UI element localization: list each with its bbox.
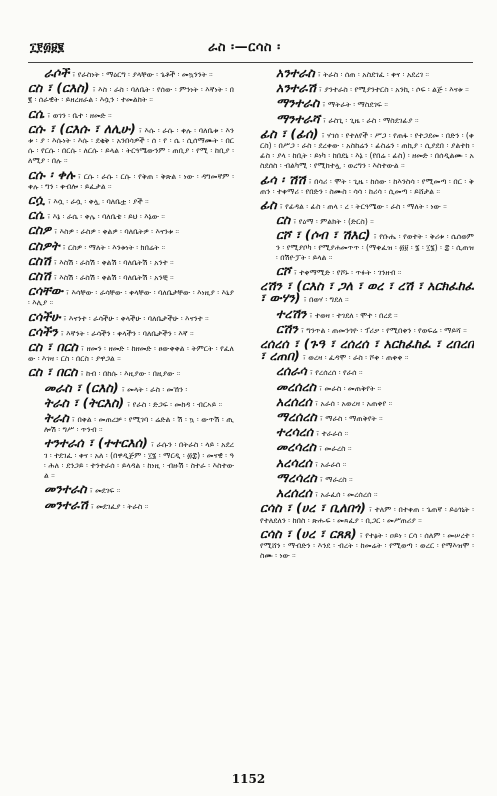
entry-headword: ርሴ [28, 105, 45, 121]
dictionary-entry [260, 125, 474, 172]
dictionary-entry [260, 227, 474, 263]
entry-headword: ርስሽ [28, 268, 51, 284]
entry-definition: ፣ የፊዳል ፡ ፊስ ፡ ጠላ ፡ ረ ፡ ትርጓሜው ፡ ራስ ፡ ማለት ፡ ነው ። [279, 202, 447, 212]
entry-definition: ፣ መራስ ፡ መጠቅየት ። [318, 383, 381, 393]
dictionary-entry [260, 409, 474, 425]
dictionary-entry [28, 222, 234, 238]
entry-definition: ፣ እስ ፡ ራስ ፡ ባለቤት ፡ የሰው ፡ ምንነት ፡ እኛነት ፡ በ፪ ፡ ሰራዊት ፡ ይዘረዘራል ፡ እሷን ፡ ተመልከት ። [28, 85, 234, 105]
entry-headword: ማንተራስ [276, 95, 320, 111]
entry-definition: ፣ መደገፍ ። [89, 486, 121, 496]
dictionary-entry [28, 323, 234, 339]
entry-definition: ፣ የቡሔ ፡ የወተት ፡ ቅሪቱ ፡ ሴሰወምን ፡ የሚያቦካ ፡ የሚያሐመጥጥ ፡ (ማቀፈዝ ፡ ፴፱ ፡ ፮ ፡ ፲፮) ፡ ፰ ፡ ሲጠዝ ፡ በሽዮፓት ፡ ይላል ። [276, 232, 474, 262]
dictionary-entry [260, 95, 474, 111]
dictionary-entry [28, 283, 234, 308]
dictionary-entry [28, 207, 234, 223]
dictionary-entry [260, 171, 474, 197]
dictionary-entry [260, 278, 474, 306]
entry-definition: ፣ በሳሪ ፡ ሞት ፡ ጊዜ ፡ ከሰው ፡ ከእንስሳ ፡ የሚመጣ ፡ በር ፡ ቅጠን ፡ ተቀማሪ ፡ የበድን ፡ ስሙስ ፡ ሳሳ ፡ ከሪሳ ፡ ሲመጣ ፡ ይሸታል ። [260, 176, 474, 196]
entry-headword: ርስዎ [28, 222, 52, 238]
dictionary-entry [260, 424, 474, 440]
entry-definition: ፣ ራስጊ ፡ ጊዜ ፡ ራስ ፡ ማስደገፊያ ። [322, 115, 419, 125]
entry-headword: ትራስ [44, 410, 69, 426]
entry-definition: ፣ ወገን ፡ ቤተ ፡ ዘመድ ። [47, 110, 112, 120]
dictionary-entry [260, 110, 474, 126]
entry-headword: አረሰረሰ [276, 485, 313, 501]
entry-definition: ፣ እሳቸው ፡ ራሳቸው ፡ ቀላቸው ፡ ባለቤታቸው ፡ እነዚያ ፡ እኒያ ፡ እሊያ ። [28, 288, 234, 308]
dictionary-entry [28, 68, 234, 80]
dictionary-entry [260, 439, 474, 455]
entry-headword: ርሳቸው [28, 283, 63, 299]
dictionary-entry [28, 120, 234, 167]
dictionary-entry [260, 454, 474, 470]
dictionary-entry [28, 394, 234, 410]
dictionary-entry [28, 410, 234, 435]
dictionary-entry [260, 320, 474, 336]
dictionary-entry [28, 268, 234, 284]
entry-headword: ርስ [276, 212, 291, 228]
entry-definition: ፣ ማራስ ፡ ማጠቅየት ። [319, 414, 383, 424]
entry-headword: አረሰረሰ [276, 393, 313, 409]
entry-definition: ፣ የራስ ፡ ድጋፍ ፡ መከዳ ፡ ብርኣይ ። [127, 399, 223, 409]
entry-headword: ፊስ ፣ (ፊሰ) [260, 125, 319, 141]
entry-headword: ማረሳረስ [276, 469, 317, 485]
entry-headword: መረሳረስ [276, 439, 316, 455]
entry-definition: ፣ ራሱን ፡ በትራስ ፡ ላይ ፡ አደረገ ፡ ተደገፈ ፡ ቀና ፡ አለ ፡ (በዋዲጅም ፡ ፲፮ ፡ ማርዲ ፡ ፴፰) ፡ መናዊ ፡ ዓ ፡ ሕለ ፡ ደንጋይ ፡ ተንተራሰ ፡ ይላዳል ፡ ከነዚ ፡ ብዙሽ ፡ ስተራ ፡ እስተውል ። [44, 440, 234, 481]
entry-headword: መንተራሽ [44, 496, 88, 512]
entry-definition: ፣ እኛንት ፡ ራሳችን ፡ ቀላችን ፡ ባለቤታችን ፡ እኛ ። [60, 328, 194, 338]
entry-definition: ፣ መራረስ ። [319, 444, 352, 454]
right-column [260, 68, 474, 768]
entry-headword: መረሰረስ [276, 378, 316, 394]
entry-definition: ፣ ትራስ ፡ ሰጠ ፡ አስደገፈ ፡ ቀና ፡ አደረገ ። [317, 70, 430, 79]
entry-headword: ራሶች [44, 68, 70, 80]
entry-headword: ፊስ [260, 197, 277, 213]
entry-headword: ተረሳረሰ [276, 424, 314, 440]
entry-definition: ፣ ዘመን ፡ ዘመድ ፡ ከዘመድ ፡ ፀውቀቀል ፡ ትምርት ፡ የፈለው ፡ እገዛ ፡ ርስ ፡ በርስ ፡ ያዋጋል ። [28, 344, 234, 364]
entry-definition: ፣ ተወዛ ፡ ተገደለ ፡ ሞተ ፡ በረደ ። [309, 310, 398, 320]
entry-headword: ረሰራሳ [276, 363, 307, 379]
entry-headword: ርስ ፣ በርስ [28, 339, 78, 355]
dictionary-entry [28, 80, 234, 105]
entry-headword: ርሱ ፡ ቀሉ [28, 166, 75, 182]
dictionary-entry [260, 263, 474, 279]
entry-headword: ርሽን [276, 320, 298, 336]
page-header [0, 40, 497, 62]
entry-definition: ፣ አራራሰ ። [315, 459, 347, 469]
dictionary-entry [260, 393, 474, 409]
dictionary-entry [260, 500, 474, 525]
dictionary-entry [28, 252, 234, 268]
entry-headword: ተረሽን [276, 305, 307, 321]
entry-headword: ፊሳ ፡ ሽሽ [260, 171, 306, 187]
entry-definition: ፣ እስሽ ፡ ራስሽ ፡ ቀልሽ ፡ ባለቤትሽ ፡ አንተ ። [53, 257, 174, 267]
dictionary-entry [28, 166, 234, 192]
dictionary-entry [28, 481, 234, 497]
dictionary-entry [28, 105, 234, 121]
entry-headword: ተንተራሰ ፣ (ተተርእሰ) [44, 435, 148, 451]
entry-definition: ፣ ሃገሰ ፡ የተለየች ፡ ሥጋ ፡ የጠፋ ፡ የተጋደመ ፡ በድን ፡ (ቀርስ) ፡ በሥጋ ፡ ራስ ፡ ደረቀው ፡ አስከሬን ፡ ፊስሬን ፡ ጠኪያ ፡ ሲያደበ ፡ ያልተከ ፡ ፊስ ፡ ያላ ፡ ከቢት ፡ ይነካ ፡ ከበደኒ ፡ እኔ ፡ (የበሬ ፡ ፊስ) ፡ ዘመድ ፡ በሰዲልሙ ፡ አስደሰስ ፡ ብልካሚ ፡ የሚከተሏ ፡ ወረግን ፡ እስተውል ። [260, 130, 474, 171]
entry-definition: ፣ ከብ ፡ በከሱ ፡ እዚያው ፡ በዚያው ። [80, 369, 181, 379]
dictionary-entry [260, 485, 474, 501]
entry-headword: ማንተራሻ [276, 110, 320, 126]
dictionary-entry [28, 339, 234, 364]
entry-definition: ፣ መደገፈያ ፡ ትራስ ። [90, 501, 149, 511]
entry-definition: ፣ ወረዛ ፡ ፈዳሞ ፡ ራስ ፡ ሾቀ ፡ ጠቀቀ ። [302, 353, 409, 363]
entry-headword: ርሳስ ፣ (ሀረ ፣ ቢለበጎ) [260, 500, 366, 516]
entry-definition: ፣ እስዎ ፡ ራስዎ ፡ ቀልዎ ፡ ባለቤትዎ ፡ እናንቱ ። [54, 227, 180, 237]
entry-headword: አንተራስ [276, 68, 315, 80]
entry-definition: ፣ ርስዎ ፡ ማለት ፡ እንቱነት ፡ ክበሬት ። [62, 242, 166, 252]
entry-definition: ፣ ማትራት ፡ ማስደገፍ ። [322, 100, 388, 110]
dictionary-entry [260, 469, 474, 485]
dictionary-entry [28, 192, 234, 208]
entry-headword: ርሴ [28, 207, 45, 223]
entry-definition: ፣ ተለም ፡ በተቀጠ ፡ ጌጠኛ ፡ ይዕጎኒት ፡ የተለደለን ፡ ከበስ ፡ ጽሑፍ ፡ መጻፈያ ፡ ቢጋር ፡ መሥጠሪያ ። [260, 505, 474, 525]
dictionary-entry [28, 435, 234, 481]
header-rule [28, 62, 473, 63]
entry-headword: መንተራስ [44, 481, 87, 497]
entry-definition: ፣ በቀል ፡ መጠረቻ ፡ የሚገባ ፡ ሬድል ፡ ሽ ፡ ኳ ፡ ውጥሽ ፡ ጢሎሽ ፡ ግሥ ፡ ጥንብ ። [44, 415, 234, 435]
entry-headword: ርሳችሁ [28, 308, 61, 324]
dictionary-entry [28, 364, 234, 380]
entry-definition: ፣ ተራራሰ ። [316, 429, 349, 439]
dictionary-entry [260, 80, 474, 96]
entry-definition: ፣ የዕማ ፡ ምልክት ፡ (ድርስ) ። [293, 217, 374, 227]
entry-definition: ፣ የተፅት ፡ ዐይነ ፡ ርሳ ፡ ሰለም ፡ መሠረተ ፡ የሚሸን ፡ ማብድን ፡ እንደ ፡ ብረት ፡ ከመሬት ፡ የሚወጣ ፡ ወረር ፡ የማእዝሞ ፡ ስሙ ፡ ነው ። [260, 530, 474, 561]
entry-headword: ርሳችን [28, 323, 58, 339]
entry-headword: አንተራሽ [276, 80, 316, 96]
entry-headword: ርሷ [28, 192, 45, 208]
entry-definition: ፣ ያንተራስ ፡ የሚያንተርስ ፡ አንኪ ፡ ሶፍ ፡ ልጅ ፡ እናቱ ። [318, 85, 469, 95]
entry-definition: ፣ መላት ፡ ራስ ፡ መኸን ፡ [121, 384, 188, 394]
dictionary-entry [260, 212, 474, 228]
entry-headword: ርስ ፣ በርስ [28, 364, 78, 380]
entry-definition: ፣ እስሽ ፡ ራስሽ ፡ ቀልሽ ፡ ባለቤትሽ ፡ አንቺ ። [53, 273, 174, 283]
entry-headword: ማረሰረስ [276, 409, 317, 425]
entry-definition: ፣ ማራረስ ። [319, 474, 353, 484]
entry-definition: ፣ እኔ ፡ ራሴ ፡ ቀሌ ፡ ባለቤቴ ፡ ይህ ፡ እኔው ። [47, 212, 165, 222]
entry-definition: ፣ እናንተ ፡ ራሳችሁ ፡ ቀላችሁ ፡ ባለቤታችሁ ፡ እናንተ ። [63, 313, 209, 323]
dictionary-entry [28, 379, 234, 395]
entry-definition: ፣ እሱ ፡ ራሱ ፡ ቀሉ ፡ ባለቤቱ ፡ እንቱ ፡ ያ ፡ እሱነት ፡ እሱ ፡ ደቂቅ ፡ አንበሳዎች ፡ ሰ ፡ የ ፡ ሴ ፡ ሲሰማሙት ፡ በርሱ ፡ የርሱ ፡ በርሱ ፡ ለርሱ ፡ ይላል ፡ ትርጓሜውንም ፡ ጠቢያ ፡ የሚ ፡ ከቢያ ፡ ለሚያ ፡ በሉ ። [28, 125, 234, 166]
entry-headword: ርሳስ ፣ (ሀረ ፣ ርጸጸ) [260, 525, 357, 541]
entry-definition: ፣ ተቀማሚድ ፡ የሾኑ ፡ ጥፉት ፡ ገንዘብ ። [293, 268, 402, 278]
dictionary-entry [260, 525, 474, 562]
entry-definition: ፣ እሷ ፡ ራሷ ፡ ቀሏ ፡ ባለቤቷ ፡ ያች ። [47, 197, 149, 207]
entry-definition: ፣ በወሃ ፡ ግደለ ። [303, 295, 349, 305]
dictionary-entry [260, 363, 474, 379]
entry-definition: ፣ የራስነት ፡ ማዕርግ ፡ ያላቸው ፡ ጌቶች ፡ መኳንንት ። [72, 70, 213, 79]
entry-definition: ፣ ርሱ ፡ ራሱ ፡ ርሱ ፡ የቅጠ ፡ ቅጽል ፡ ነው ፡ ዳግመኛም ፡ ቀሉ ፡ ግን ፡ ቀብሎ ፡ ይፈታል ። [28, 171, 234, 191]
entry-headword: ረሰረሰ ፣ (ጉዓ ፣ ረሰረሰ ፣ አርከፈከፈ ፣ ረበረበ ፣ ረጠበ) [260, 336, 474, 364]
entry-definition: ፣ ግንጥል ፡ ጠመንጎዮ ፡ ፕሪቃ ፡ የሚበቀን ፡ የወፍሬ ፡ ማይሻ ። [300, 325, 467, 335]
entry-headword: ረሽን ፣ (ርእስ ፣ ጋለ ፣ ወረ ፣ ረሽ ፣ አርክፈከፈ ፣ ውሃን) [260, 278, 474, 306]
running-head: ራስ ፡—ርሳስ ፡ [208, 40, 281, 55]
dictionary-entry [28, 308, 234, 324]
dictionary-entry [28, 496, 234, 512]
entry-headword: ርስዎት [28, 237, 60, 253]
page-code: ፲፻፴፱፪ [30, 40, 65, 54]
entry-headword: ርሾ [276, 263, 291, 279]
page-number: 1152 [231, 772, 266, 786]
entry-headword: ርሱ ፣ (ርእሱ ፣ ለሊሁ) [28, 120, 136, 136]
dictionary-entry [260, 305, 474, 321]
entry-headword: መራስ ፣ (ርእስ) [44, 379, 119, 395]
dictionary-entry [28, 237, 234, 253]
dictionary-entry [260, 68, 474, 80]
entry-definition: ፣ አራሰ ፡ አወረዛ ፡ አጠቀየ ። [315, 398, 393, 408]
entry-headword: ርስ ፣ (ርእስ) [28, 80, 90, 96]
dictionary-entry [260, 197, 474, 213]
entry-headword: ርስሽ [28, 252, 51, 268]
entry-headword: አረሳረሰ [276, 454, 313, 470]
entry-headword: ትራስ ፣ (ትርእስ) [44, 394, 125, 410]
dictionary-entry [260, 378, 474, 394]
entry-definition: ፣ አራፈሰ ፡ መረሰረሰ ። [315, 490, 378, 500]
entry-definition: ፣ የረሰረሰ ፡ የራሰ ። [309, 368, 363, 378]
entry-headword: ርሾ ፣ (ሶብ ፣ ሽእር) [276, 227, 371, 243]
dictionary-entry [260, 336, 474, 364]
left-column [28, 68, 234, 768]
